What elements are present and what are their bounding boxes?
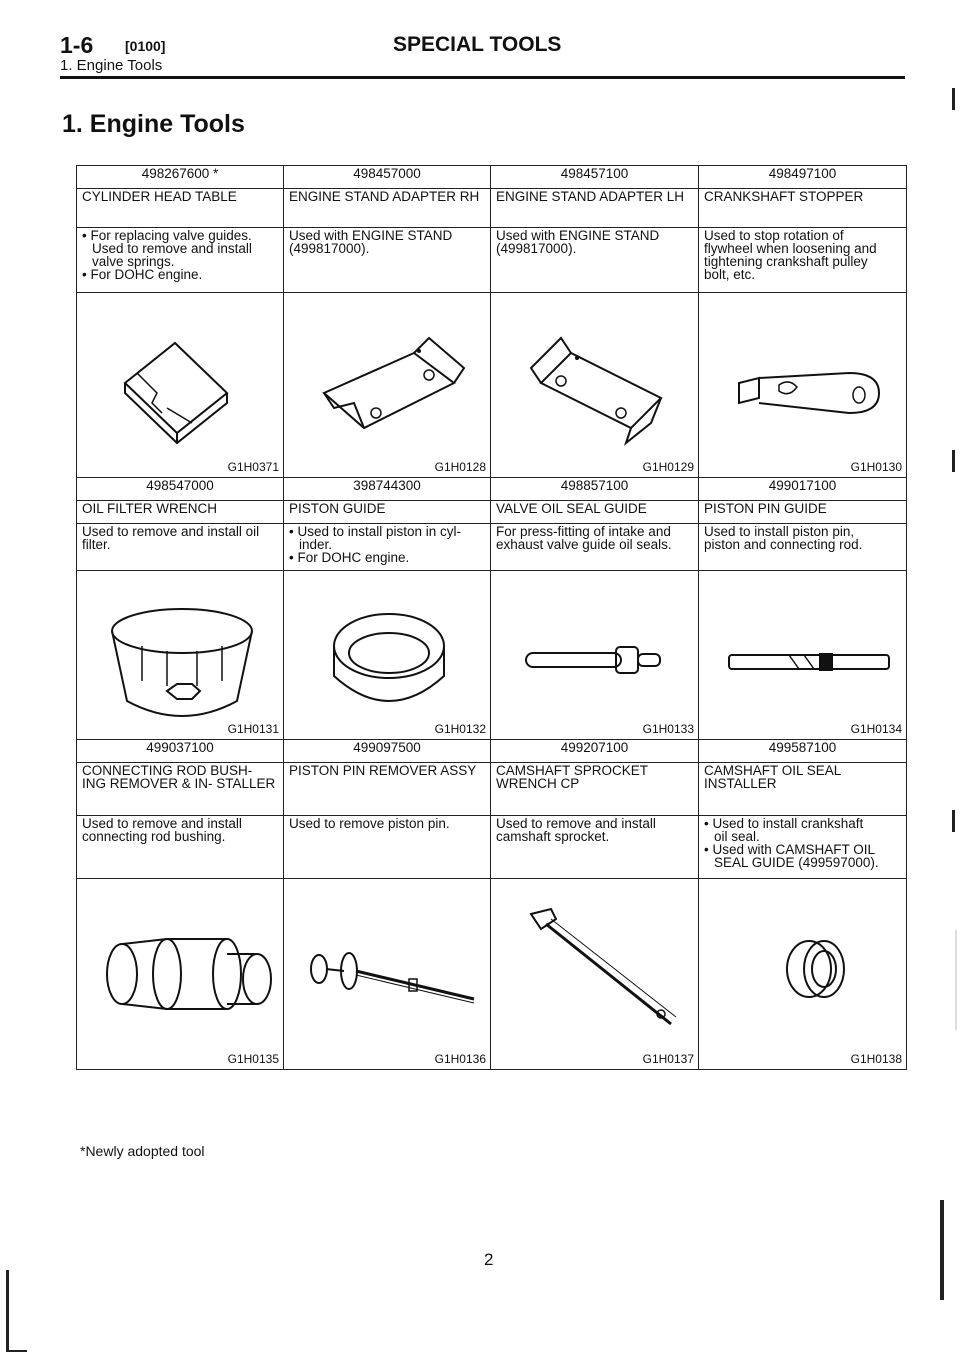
tool-description [77,816,284,879]
tool-description-row [77,816,907,879]
tool-description-row [77,524,907,571]
part-number-row [77,478,907,501]
tool-name: ENGINE STAND ADAPTER RH [284,189,491,228]
tool-figure-row [77,879,907,1070]
connecting-rod-bushing-tool-icon [97,899,277,1049]
desc-line: valve springs. [92,254,175,269]
tool-figure [77,571,284,740]
figure-code: G1H0371 [227,460,279,474]
desc-line: Used to remove and install [92,241,252,256]
desc-line: oil seal. [714,829,760,844]
part-number: 499097500 [284,740,491,763]
desc-line: For press-fitting of intake and [496,524,671,539]
desc-line: filter. [82,537,111,552]
margin-mark [952,810,955,832]
tool-name: CRANKSHAFT STOPPER [699,189,907,228]
part-number: 398744300 [284,478,491,501]
special-tools-table [76,165,907,1070]
page-title: SPECIAL TOOLS [393,33,562,56]
camshaft-sprocket-wrench-icon [511,899,691,1049]
tool-name-row [77,763,907,816]
desc-line: (499817000). [289,241,370,256]
figure-code: G1H0131 [227,722,279,736]
part-number: 499587100 [699,740,907,763]
piston-guide-icon [304,591,474,731]
part-number: 498267600 * [77,166,284,189]
part-number-row [77,166,907,189]
tool-figure-row [77,293,907,478]
desc-line: Used to remove and install [496,816,656,831]
figure-code: G1H0135 [227,1052,279,1066]
desc-line: Used with ENGINE STAND [496,228,660,243]
cylinder-head-table-icon [97,313,247,463]
desc-line: Used with ENGINE STAND [289,228,453,243]
desc-line: Used to stop rotation of [704,228,844,243]
desc-line: SEAL GUIDE (499597000). [714,855,879,870]
tool-description [491,228,699,293]
scan-edge-right [930,1200,944,1300]
header-rule [60,76,905,79]
tool-figure [491,293,699,478]
desc-line: Used to remove and install oil [82,524,260,539]
crankshaft-stopper-icon [719,313,899,463]
tool-name: CAMSHAFT SPROCKET WRENCH CP [491,763,699,816]
desc-line: bolt, etc. [704,267,756,282]
tool-name-row [77,189,907,228]
part-number: 499207100 [491,740,699,763]
part-number-row [77,740,907,763]
desc-line: • Used to install crankshaft [704,816,864,831]
piston-pin-remover-icon [304,899,484,1049]
figure-code: G1H0134 [850,722,902,736]
tool-figure [699,879,907,1070]
tool-description-row [77,228,907,293]
figure-code: G1H0128 [434,460,486,474]
section-number: 1-6 [60,32,94,58]
tool-name: OIL FILTER WRENCH [77,501,284,524]
tool-figure [491,879,699,1070]
footnote: *Newly adopted tool [80,1143,205,1159]
desc-line: exhaust valve guide oil seals. [496,537,672,552]
valve-oil-seal-guide-icon [511,591,681,731]
part-number: 498497100 [699,166,907,189]
desc-line: tightening crankshaft pulley [704,254,868,269]
desc-line: (499817000). [496,241,577,256]
desc-line: • Used to install piston in cyl- [289,524,462,539]
tool-figure [284,879,491,1070]
figure-code: G1H0138 [850,1052,902,1066]
tool-name: PISTON PIN GUIDE [699,501,907,524]
desc-line: Used to remove piston pin. [289,816,450,831]
page-subtitle: 1. Engine Tools [60,57,163,74]
tool-figure [77,879,284,1070]
tool-name: VALVE OIL SEAL GUIDE [491,501,699,524]
tool-name: PISTON PIN REMOVER ASSY [284,763,491,816]
desc-line: Used to install piston pin, [704,524,855,539]
margin-mark [952,450,955,472]
figure-code: G1H0136 [434,1052,486,1066]
margin-line [955,930,957,1030]
margin-mark [952,88,955,110]
tool-figure [491,571,699,740]
desc-line: Used to remove and install [82,816,242,831]
tool-description [699,228,907,293]
desc-line: flywheel when loosening and [704,241,877,256]
desc-line: • For replacing valve guides. [82,228,252,243]
figure-code: G1H0129 [642,460,694,474]
desc-line: • Used with CAMSHAFT OIL [704,842,876,857]
tool-description [491,816,699,879]
section-code: [0100] [125,38,166,54]
page-number: 2 [484,1250,494,1269]
piston-pin-guide-icon [719,591,899,731]
tool-description [699,816,907,879]
tool-figure [284,293,491,478]
tool-name-row [77,501,907,524]
desc-line: inder. [299,537,333,552]
section-title: 1. Engine Tools [62,110,245,138]
tool-name: ENGINE STAND ADAPTER LH [491,189,699,228]
tool-figure [284,571,491,740]
desc-line: • For DOHC engine. [82,267,203,282]
desc-line: • For DOHC engine. [289,550,410,565]
tool-name: CYLINDER HEAD TABLE [77,189,284,228]
tool-figure [699,293,907,478]
desc-line: piston and connecting rod. [704,537,863,552]
tool-description [491,524,699,571]
part-number: 499037100 [77,740,284,763]
tool-figure [77,293,284,478]
desc-line: camshaft sprocket. [496,829,610,844]
oil-filter-wrench-icon [97,591,267,731]
tool-name: PISTON GUIDE [284,501,491,524]
tool-name: CONNECTING ROD BUSH- ING REMOVER & IN- STALLER [77,763,284,816]
figure-code: G1H0137 [642,1052,694,1066]
desc-line: connecting rod bushing. [82,829,226,844]
engine-stand-adapter-lh-icon [511,313,681,463]
tool-figure-row [77,571,907,740]
part-number: 498857100 [491,478,699,501]
scan-edge-left [6,1270,27,1352]
part-number: 499017100 [699,478,907,501]
engine-stand-adapter-rh-icon [304,313,474,463]
part-number: 498457100 [491,166,699,189]
tool-description [284,228,491,293]
figure-code: G1H0133 [642,722,694,736]
tool-description [284,816,491,879]
tool-description [77,524,284,571]
figure-code: G1H0132 [434,722,486,736]
tool-description [77,228,284,293]
part-number: 498547000 [77,478,284,501]
camshaft-oil-seal-installer-icon [719,899,899,1049]
tool-description [699,524,907,571]
part-number: 498457000 [284,166,491,189]
figure-code: G1H0130 [850,460,902,474]
tool-description [284,524,491,571]
tool-figure [699,571,907,740]
tool-name: CAMSHAFT OIL SEAL INSTALLER [699,763,907,816]
